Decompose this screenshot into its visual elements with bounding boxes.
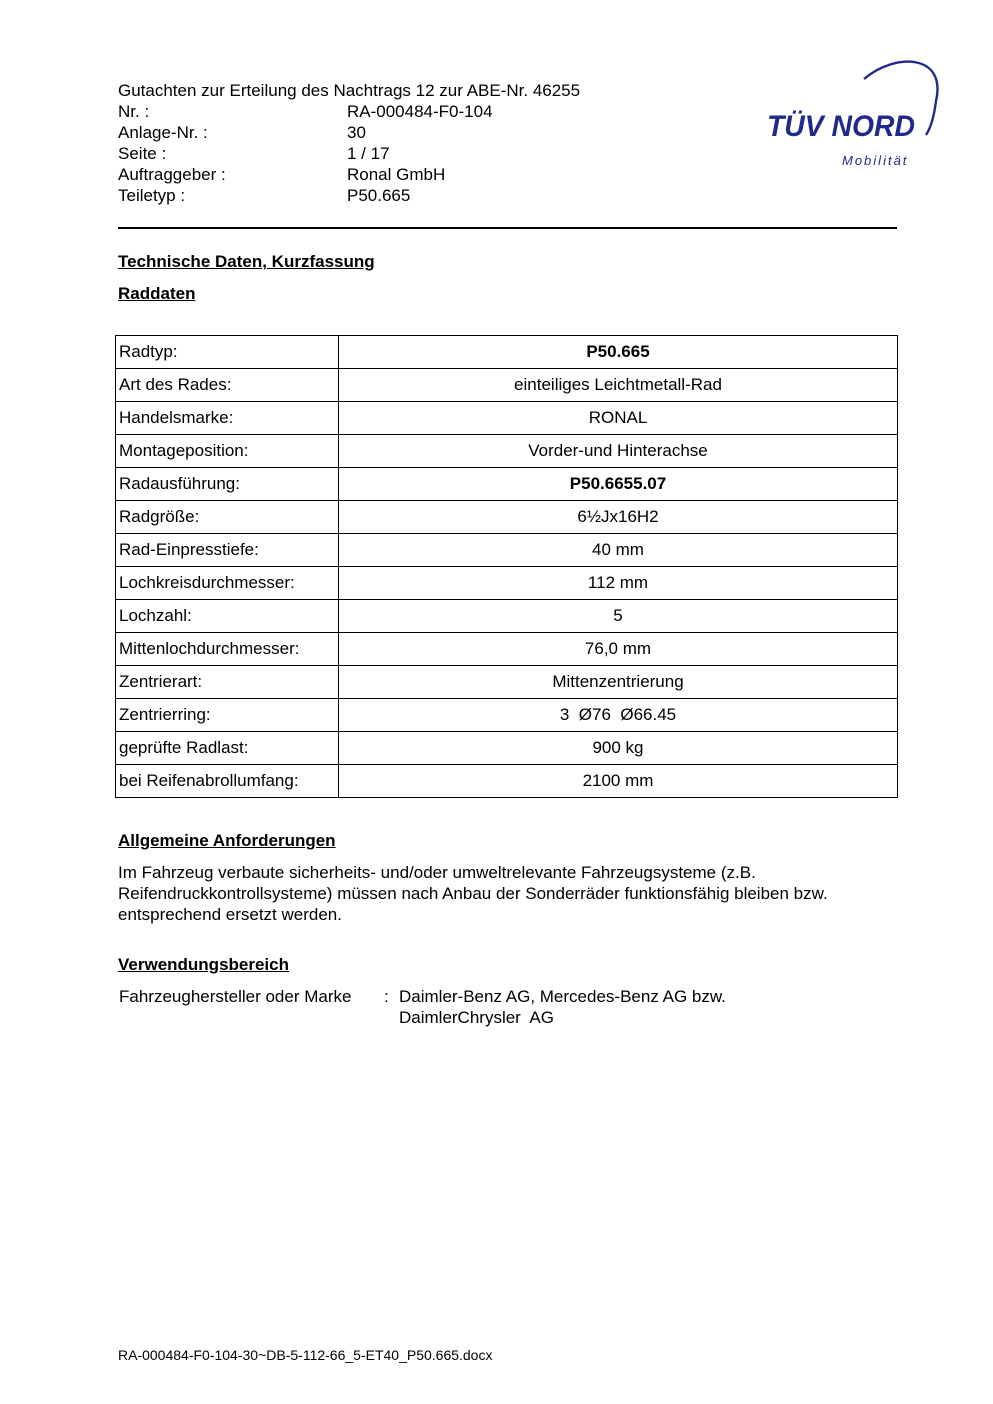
section-title: Technische Daten, Kurzfassung [118,252,375,271]
table-row [116,765,898,798]
verwendung-value [399,986,726,1028]
table-cell-value: 2100 mm [339,765,898,798]
header-value: P50.665 [347,186,411,205]
table-cell-label: Montageposition: [116,435,339,468]
header-label: Teiletyp : [118,186,186,205]
raddaten-heading: Raddaten [118,284,196,303]
table-cell-label: Lochkreisdurchmesser: [116,567,339,600]
verwendung-row [118,986,726,1028]
table-cell-label: Zentrierart: [116,666,339,699]
header-row-seite [118,143,493,164]
verwendung-value-line2: DaimlerChrysler AG [399,1008,554,1027]
table-row [116,435,898,468]
table-cell-value: P50.6655.07 [339,468,898,501]
table-cell-label: Lochzahl: [116,600,339,633]
header-divider [118,227,897,229]
tuev-nord-logo [760,55,945,170]
table-cell-label: Radtyp: [116,336,339,369]
table-row [116,732,898,765]
table-cell-value: einteiliges Leichtmetall-Rad [339,369,898,402]
table-cell-value: 3 Ø76 Ø66.45 [339,699,898,732]
verwendung-heading: Verwendungsbereich [118,955,289,974]
header-value: Ronal GmbH [347,165,446,184]
header-row-nr [118,101,493,122]
table-cell-label: Art des Rades: [116,369,339,402]
table-cell-label: bei Reifenabrollumfang: [116,765,339,798]
table-row [116,336,898,369]
table-cell-value: 900 kg [339,732,898,765]
header-value: RA-000484-F0-104 [347,102,493,121]
table-cell-value: 5 [339,600,898,633]
table-row [116,633,898,666]
header-value: 1 / 17 [347,144,390,163]
logo-subtitle: Mobilität [842,153,909,168]
header-label: Anlage-Nr. : [118,123,208,142]
table-cell-value: RONAL [339,402,898,435]
table-cell-value: 112 mm [339,567,898,600]
table-row [116,666,898,699]
header-label: Seite : [118,144,167,163]
footer-filename: RA-000484-F0-104-30~DB-5-112-66_5-ET40_P50.665.docx [118,1347,493,1363]
raddaten-table [115,335,898,798]
table-cell-value: P50.665 [339,336,898,369]
table-row [116,369,898,402]
table-row [116,534,898,567]
header-fields [118,101,493,206]
table-cell-label: Radausführung: [116,468,339,501]
header-value: 30 [347,123,366,142]
table-row [116,501,898,534]
table-cell-label: Radgröße: [116,501,339,534]
table-row [116,402,898,435]
table-cell-value: 6½Jx16H2 [339,501,898,534]
table-cell-value: 76,0 mm [339,633,898,666]
anforderungen-text: Im Fahrzeug verbaute sicherheits- und/oder umweltrelevante Fahrzeugsysteme (z.B. Reifendruckkontrollsysteme) müssen nach Anbau der Sonderräder funktionsfähig bleiben bzw. entsprechend ersetzt werden. [118,863,828,924]
header-row-auftraggeber [118,164,493,185]
anforderungen-heading: Allgemeine Anforderungen [118,831,336,850]
table-cell-label: Handelsmarke: [116,402,339,435]
header-row-teiletyp [118,185,493,206]
header-row-anlage [118,122,493,143]
report-title: Gutachten zur Erteilung des Nachtrags 12 zur ABE-Nr. 46255 [118,81,581,100]
table-row [116,600,898,633]
verwendung-label: Fahrzeughersteller oder Marke [119,987,352,1006]
table-row [116,699,898,732]
table-row [116,567,898,600]
verwendung-value-line1: Daimler-Benz AG, Mercedes-Benz AG bzw. [399,987,726,1006]
table-row [116,468,898,501]
table-cell-value: 40 mm [339,534,898,567]
logo-brand: TÜV NORD [767,110,915,143]
table-cell-label: geprüfte Radlast: [116,732,339,765]
header-label: Nr. : [118,102,150,121]
table-cell-label: Mittenlochdurchmesser: [116,633,339,666]
table-cell-label: Zentrierring: [116,699,339,732]
table-cell-label: Rad-Einpresstiefe: [116,534,339,567]
table-cell-value: Mittenzentrierung [339,666,898,699]
table-cell-value: Vorder-und Hinterachse [339,435,898,468]
verwendung-separator: : [384,987,389,1006]
header-label: Auftraggeber : [118,165,226,184]
